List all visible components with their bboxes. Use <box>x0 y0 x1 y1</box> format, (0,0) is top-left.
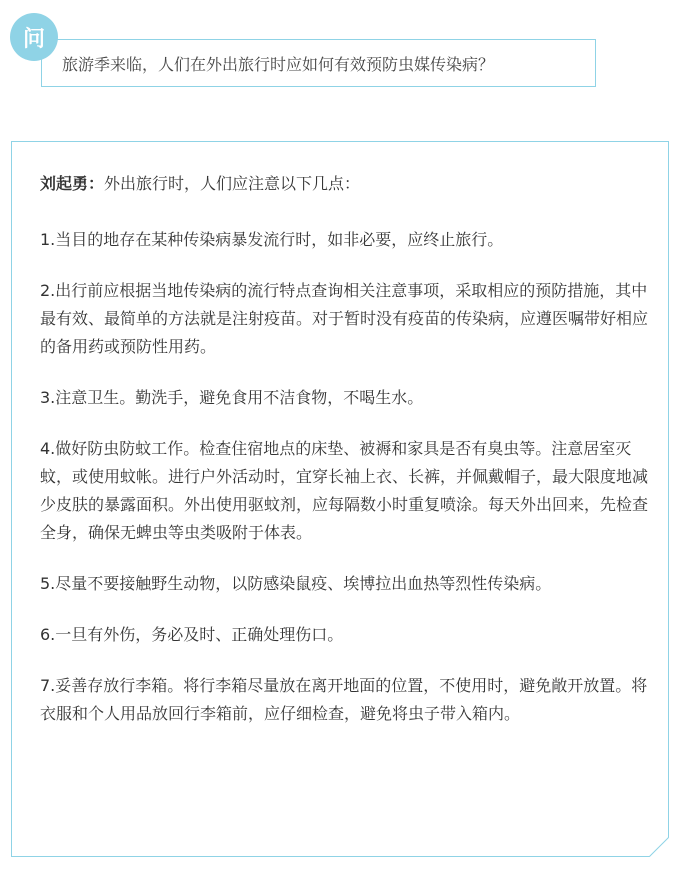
question-box <box>41 39 596 87</box>
question-badge <box>10 13 58 61</box>
answer-box <box>11 141 669 857</box>
answer-point-4: 4.做好防虫防蚊工作。检查住宿地点的床垫、被褥和家具是否有臭虫等。注意居室灭蚊，或使用蚊帐。进行户外活动时，宜穿长袖上衣、长裤，并佩戴帽子，最大限度地减少皮肤的暴露面积。外出使用驱蚊剂，应每隔数小时重复喷涂。每天外出回来，先检查全身，确保无蜱虫等虫类吸附于体表。 <box>40 439 649 542</box>
question-badge-label: 问 <box>22 26 45 52</box>
answer-point-2: 2.出行前应根据当地传染病的流行特点查询相关注意事项，采取相应的预防措施，其中最有效、最简单的方法就是注射疫苗。对于暂时没有疫苗的传染病，应遵医嘱带好相应的备用药或预防性用药。 <box>40 281 649 356</box>
answer-point-5: 5.尽量不要接触野生动物，以防感染鼠疫、埃博拉出血热等烈性传染病。 <box>40 574 552 593</box>
answer-point-1: 1.当目的地存在某种传染病暴发流行时，如非必要，应终止旅行。 <box>40 230 504 249</box>
answer-content <box>40 170 652 751</box>
question-text: 旅游季来临，人们在外出旅行时应如何有效预防虫媒传染病？ <box>62 54 495 74</box>
answer-intro <box>40 170 652 198</box>
answer-point-6: 6.一旦有外伤，务必及时、正确处理伤口。 <box>40 625 344 644</box>
answer-intro-text: 外出旅行时，人们应注意以下几点： <box>104 174 361 193</box>
answer-point-3: 3.注意卫生。勤洗手，避免食用不洁食物，不喝生水。 <box>40 388 424 407</box>
folded-corner-decoration <box>649 837 669 857</box>
answer-author: 刘起勇： <box>40 174 105 193</box>
answer-point-7: 7.妥善存放行李箱。将行李箱尽量放在离开地面的位置，不使用时，避免敞开放置。将衣服和个人用品放回行李箱前，应仔细检查，避免将虫子带入箱内。 <box>40 676 648 723</box>
